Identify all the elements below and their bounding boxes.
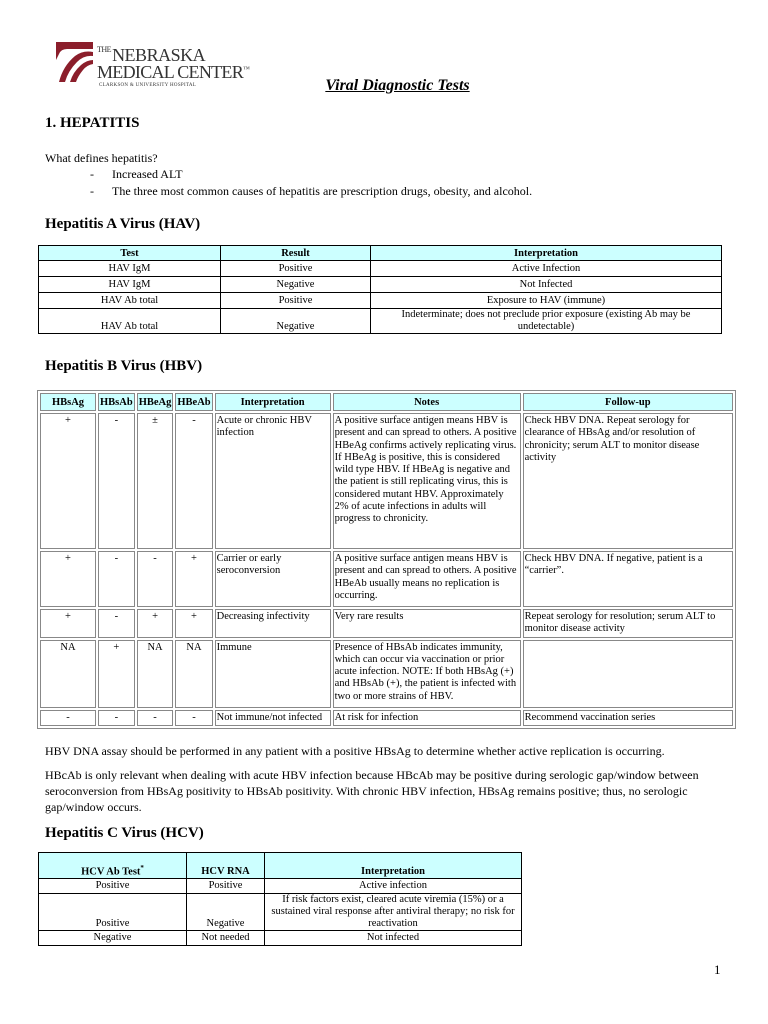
table-header-row <box>40 393 733 411</box>
table-cell: Positive <box>39 894 187 931</box>
hav-heading: Hepatitis A Virus (HAV) <box>45 216 201 232</box>
logo-line3: CLARKSON & UNIVERSITY HOSPITAL <box>99 83 197 88</box>
bullet-text: The three most common causes of hepatitis are prescription drugs, obesity, and alcohol. <box>112 184 533 198</box>
table-cell: + <box>40 609 96 638</box>
column-header: HBsAg <box>40 393 96 411</box>
table-row <box>40 609 733 638</box>
table-cell: Check HBV DNA. Repeat serology for clearance of HBsAg and/or resolution of chronicity; serum ALT to monitor disease activity <box>523 413 733 549</box>
logo-line1: NEBRASKA <box>112 45 206 65</box>
table-cell <box>523 640 733 708</box>
table-cell: A positive surface antigen means HBV is present and can spread to others. A positive HBeAb usually means no replication is occurring. <box>333 551 521 607</box>
table-cell: Carrier or early seroconversion <box>215 551 331 607</box>
table-cell: Negative <box>221 277 371 293</box>
table-cell: HAV IgM <box>39 261 221 277</box>
table-cell: HAV IgM <box>39 277 221 293</box>
table-cell: NA <box>137 640 174 708</box>
table-header-row <box>39 246 721 261</box>
table-row <box>40 551 733 607</box>
table-cell: + <box>40 551 96 607</box>
table-cell: HAV Ab total <box>39 309 221 333</box>
table-cell: - <box>98 710 135 726</box>
hepatitis-question: What defines hepatitis? <box>45 151 158 165</box>
column-header: Notes <box>333 393 521 411</box>
table-cell: At risk for infection <box>333 710 521 726</box>
page-number: 1 <box>714 962 721 977</box>
table-cell: Repeat serology for resolution; serum ALT to monitor disease activity <box>523 609 733 638</box>
logo-the: THE <box>97 45 112 54</box>
table-cell: + <box>175 609 212 638</box>
hav-table <box>38 245 722 334</box>
table-row <box>39 894 521 931</box>
section-heading-hepatitis: 1. HEPATITIS <box>45 115 140 131</box>
table-cell: Immune <box>215 640 331 708</box>
table-cell: HAV Ab total <box>39 293 221 309</box>
table-cell: Not needed <box>187 931 265 945</box>
table-row <box>39 293 721 309</box>
table-row <box>40 710 733 726</box>
table-cell: Not Infected <box>371 277 721 293</box>
asterisk-marker: * <box>140 863 144 872</box>
hcv-table <box>38 852 522 946</box>
hbv-heading: Hepatitis B Virus (HBV) <box>45 358 203 374</box>
column-header: HBeAb <box>175 393 212 411</box>
table-row <box>40 640 733 708</box>
table-cell: Active infection <box>265 879 521 894</box>
table-cell: Positive <box>221 293 371 309</box>
table-cell: Active Infection <box>371 261 721 277</box>
table-cell: - <box>175 413 212 549</box>
column-header: HBsAb <box>98 393 135 411</box>
logo-tm: ™ <box>243 65 250 73</box>
column-header: Result <box>221 246 371 261</box>
table-row <box>39 879 521 894</box>
table-cell: - <box>98 551 135 607</box>
table-cell: - <box>40 710 96 726</box>
table-header-row <box>39 853 521 879</box>
table-cell: - <box>137 710 174 726</box>
bullet-item: - Increased ALT <box>90 167 183 181</box>
table-cell: Exposure to HAV (immune) <box>371 293 721 309</box>
table-cell: - <box>137 551 174 607</box>
hbv-dna-paragraph: HBV DNA assay should be performed in any patient with a positive HBsAg to determine whether active replication is occurring. <box>45 744 665 758</box>
table-cell: Positive <box>39 879 187 894</box>
table-row <box>39 261 721 277</box>
table-row <box>39 277 721 293</box>
bullet-item: - The three most common causes of hepatitis are prescription drugs, obesity, and alcohol. <box>90 184 533 198</box>
table-cell: A positive surface antigen means HBV is present and can spread to others. A positive HBeAg confirms actively replicating virus. If HBeAg is positive, this is considered wild type HBV. If HBeAg is negative and the patient is still replicating virus, this is considered mutant HBV. Approximately 2% of acute infections in adults will progress to chronicity. <box>333 413 521 549</box>
column-header: HCV Ab Test* <box>39 853 187 879</box>
table-cell: - <box>98 413 135 549</box>
hcv-heading: Hepatitis C Virus (HCV) <box>45 825 204 841</box>
column-header: HBeAg <box>137 393 174 411</box>
table-cell: Positive <box>221 261 371 277</box>
table-cell: Presence of HBsAb indicates immunity, which can occur via vaccination or prior acute infection. NOTE: If both HBsAg (+) and HBsAb (+), the patient is infected with two or more strains of HBV. <box>333 640 521 708</box>
table-row <box>39 931 521 945</box>
hbv-table <box>37 390 736 729</box>
table-cell: Acute or chronic HBV infection <box>215 413 331 549</box>
table-cell: ± <box>137 413 174 549</box>
column-header: Interpretation <box>265 853 521 879</box>
table-cell: Check HBV DNA. If negative, patient is a “carrier”. <box>523 551 733 607</box>
table-cell: NA <box>175 640 212 708</box>
logo-line2: MEDICAL CENTER <box>97 62 244 82</box>
column-header: Interpretation <box>371 246 721 261</box>
table-row <box>39 309 721 333</box>
table-cell: + <box>40 413 96 549</box>
document-title: Viral Diagnostic Tests <box>325 77 470 94</box>
table-cell: NA <box>40 640 96 708</box>
hbcab-paragraph: HBcAb is only relevant when dealing with acute HBV infection because HBcAb may be positive during serologic gap/window between seroconversion from HBsAg positivity to HBsAb positivity. With chronic HBV infection, HBsAg remains positive; thus, no serologic gap/window occurs. <box>45 768 699 814</box>
table-cell: + <box>175 551 212 607</box>
table-cell: Negative <box>221 309 371 333</box>
table-cell: Negative <box>187 894 265 931</box>
table-row <box>40 413 733 549</box>
table-cell: Negative <box>39 931 187 945</box>
table-cell: If risk factors exist, cleared acute viremia (15%) or a sustained viral response after antiviral therapy; no risk for reactivation <box>265 894 521 931</box>
table-cell: + <box>98 640 135 708</box>
table-cell: Indeterminate; does not preclude prior exposure (existing Ab may be undetectable) <box>401 309 691 332</box>
table-cell: Recommend vaccination series <box>523 710 733 726</box>
table-cell: Not immune/not infected <box>215 710 331 726</box>
table-cell: + <box>137 609 174 638</box>
table-cell: - <box>175 710 212 726</box>
column-header: Follow-up <box>523 393 733 411</box>
column-header: Test <box>39 246 221 261</box>
table-cell: Decreasing infectivity <box>215 609 331 638</box>
column-header: HCV RNA <box>187 853 265 879</box>
table-cell: - <box>98 609 135 638</box>
table-cell: Not infected <box>366 932 420 943</box>
table-cell: Very rare results <box>333 609 521 638</box>
column-header: Interpretation <box>215 393 331 411</box>
table-cell: Positive <box>187 879 265 894</box>
bullet-text: Increased ALT <box>112 167 183 181</box>
